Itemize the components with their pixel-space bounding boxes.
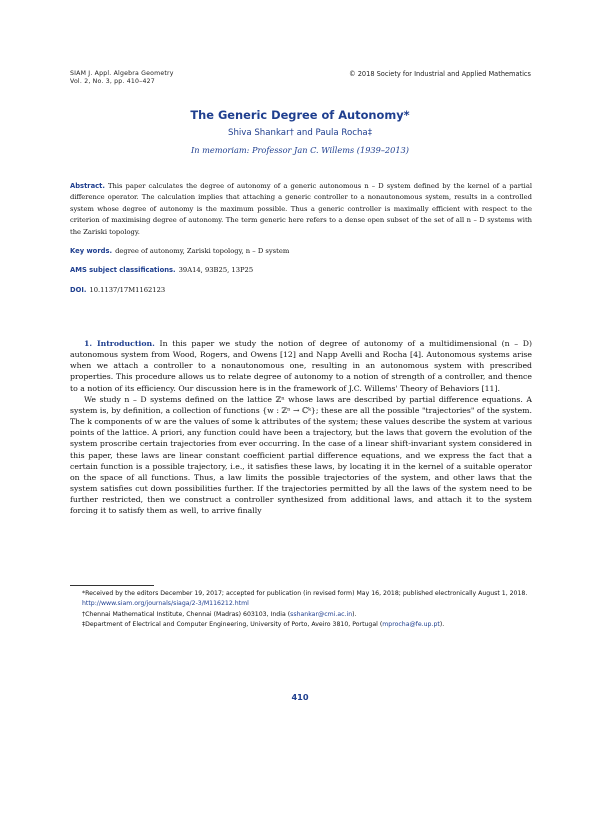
intro-paragraph-1-text: In this paper we study the notion of degree of autonomy of a multidimensional (n – D) autonomous system from Wood, Rogers, and Owens [12] and Napp Avelli and Rocha [4]. Autonomous systems arise when we attach a controller to a nonautonomous one, resulting in an autonomous system with prescribed properties. This procedure allows us to relate degree of autonomy to a notion of strength of a controller, and thence to a notion of its efficiency. Our discussion here is in the framework of J.C. Willems' Theory of Behaviors [11]. [70, 339, 532, 393]
keywords-text: degree of autonomy, Zariski topology, n – D system [115, 247, 290, 256]
doi [70, 285, 532, 296]
section-heading: 1. Introduction. [84, 339, 155, 348]
abstract-label: Abstract. [70, 182, 105, 190]
authors: Shiva Shankar† and Paula Rocha‡ [227, 128, 372, 138]
footnotes [70, 589, 532, 631]
ams-text: 39A14, 93B25, 13P25 [178, 266, 254, 275]
footnote-author-2 [70, 620, 532, 630]
ams-label: AMS subject classifications. [70, 266, 176, 275]
email-link-shankar[interactable]: sshankar@cmi.ac.in [290, 610, 353, 618]
journal-info [70, 70, 174, 86]
introduction-section [70, 338, 532, 517]
footnote-received: *Received by the editors December 19, 2017; accepted for publication (in revised form) May 16, 2018; published electronically August 1, 2018. [82, 590, 528, 597]
footnote-rule [70, 585, 154, 586]
footnote-author-1 [70, 610, 532, 620]
doi-label: DOI. [70, 285, 87, 294]
paper-title: The Generic Degree of Autonomy* [190, 108, 410, 122]
footnote-author-2-end: ). [439, 621, 445, 629]
keywords [70, 246, 532, 257]
footnote-author-1-text: †Chennai Mathematical Institute, Chennai (Madras) 603103, India ( [82, 610, 291, 618]
intro-paragraph-1 [70, 338, 532, 394]
footnote-author-2-text: ‡Department of Electrical and Computer Engineering, University of Porto, Aveiro 3810, Portugal ( [82, 621, 383, 629]
copyright: © 2018 Society for Industrial and Applied Mathematics [349, 70, 531, 78]
doi-link[interactable]: 10.1137/17M1162123 [89, 285, 166, 294]
front-matter [70, 181, 532, 296]
footnote-url-line [70, 599, 532, 609]
abstract-text: This paper calculates the degree of autonomy of a generic autonomous n – D system defined by the kernel of a partial difference operator. The calculation implies that attaching a generic controller to a nonautonomous system, results in a controlled system whose degree of autonomy is the maximum possible. Thus a generic controller is maximally efficient with respect to the criterion of maximising degree of autonomy. The term generic here refers to a dense open subset of the set of all n – D systems with the Zariski topology. [70, 182, 532, 236]
journal-name: SIAM J. Appl. Algebra Geometry [70, 70, 174, 77]
keywords-label: Key words. [70, 247, 113, 256]
email-link-rocha[interactable]: mprocha@fe.up.pt [382, 621, 440, 629]
abstract [70, 181, 532, 238]
memoriam-dedication: In memoriam: Professor Jan C. Willems (1939–2013) [191, 145, 409, 155]
ams-classifications [70, 265, 532, 276]
article-url-link[interactable]: http://www.siam.org/journals/siaga/2-3/M116212.html [82, 600, 249, 608]
footnote-author-1-end: ). [352, 610, 357, 618]
intro-paragraph-2: We study n – D systems defined on the lattice ℤⁿ whose laws are described by partial difference equations. A system is, by definition, a collection of functions {w : ℤⁿ → ℂᵏ}; these are all the possible "trajectories" of the system. The k components of w are the values of some k attributes of the system; these values describe the system at various points of the lattice. A priori, any function could have been a trajectory, but the laws that govern the evolution of the system proscribe certain trajectories from ever occurring. In the case of a linear shift-invariant system considered in this paper, these laws are linear constant coefficient partial difference equations, and we express the fact that a certain function is a possible trajectory, i.e., it satisfies these laws, by locating it in the kernel of a suitable operator on the space of all functions. Thus, a law limits the possible trajectories of the system, and other laws that the system satisfies cut down possibilities further. If the trajectories permitted by all the laws of the system need to be further restricted, then we construct a controller synthesized from additional laws, and attach it to the system forcing it to satisfy them as well, to arrive finally [70, 394, 532, 516]
page-number: 410 [291, 692, 309, 702]
journal-volume: Vol. 2, No. 3, pp. 410–427 [70, 78, 155, 85]
